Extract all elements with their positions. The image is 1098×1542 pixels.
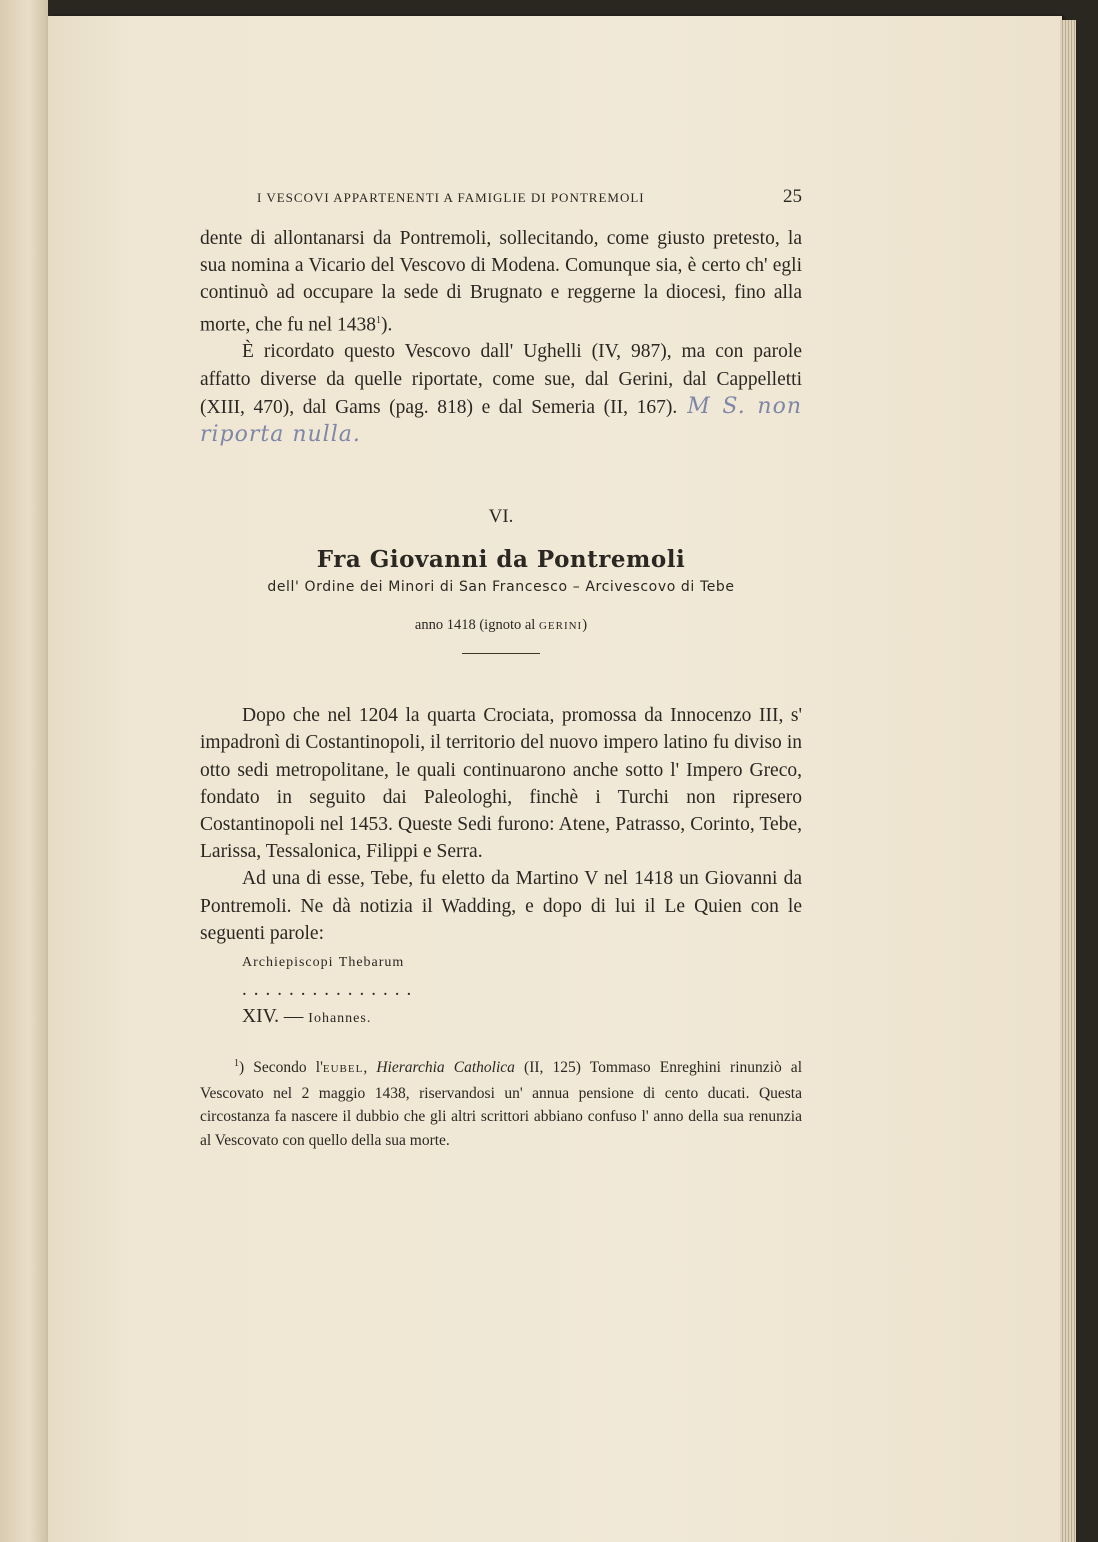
paragraph-1 bbox=[200, 225, 802, 338]
footnote-author: EUBEL bbox=[322, 1063, 364, 1076]
entry-name: Iohannes. bbox=[308, 1010, 372, 1026]
page-number: 25 bbox=[783, 186, 802, 207]
running-head-title: I VESCOVI APPARTENENTI A FAMIGLIE DI PONTREMOLI bbox=[257, 190, 645, 205]
section-title: Fra Giovanni da Pontremoli bbox=[316, 546, 686, 574]
paragraph-4: Ad una di esse, Tebe, fu eletto da Martino V nel 1418 un Giovanni da Pontremoli. Ne dà notizia il Wadding, e dopo di lui il Le Quien con le seguenti parole: bbox=[200, 868, 802, 944]
footnote-text-b: , bbox=[363, 1059, 368, 1077]
section-date-prefix: anno 1418 (ignoto al bbox=[414, 617, 536, 634]
footnote bbox=[200, 1052, 802, 1153]
footnote-text-c: (II, 125) Tommaso Enreghini rinunziò al Vescovato nel 2 maggio 1438, riservandosi un' annua pensione di cento ducati. Questa circostanza fa nascere il dubbio che gli altri scrittori abbiano confuso l' anno della sua renunzia al Vescovato con quello della sua morte. bbox=[200, 1059, 802, 1149]
quote-heading-a: Archiepiscopi bbox=[242, 954, 334, 970]
section-date-name: GERINI bbox=[538, 620, 583, 633]
facing-page-edge bbox=[0, 0, 48, 1542]
footnote-work: Hierarchia Catholica bbox=[376, 1059, 515, 1077]
page-content bbox=[200, 186, 802, 1168]
entry-number: XIV. — bbox=[242, 1005, 304, 1027]
section-number: VI. bbox=[488, 506, 514, 528]
section-date-suffix: ) bbox=[582, 617, 588, 634]
handwritten-annotation: M S. non riporta nulla. bbox=[200, 393, 802, 447]
paragraph-1-end: ). bbox=[381, 314, 393, 336]
section-date bbox=[200, 617, 802, 634]
entry-line bbox=[242, 1003, 802, 1032]
section-subtitle: dell' Ordine dei Minori di San Francesco – Arcivescovo di Tebe bbox=[267, 579, 735, 596]
paragraph-2-text: È ricordato questo Vescovo dall' Ughelli (IV, 987), ma con parole affatto diverse da quelle riportate, come sue, dal Gerini, dal Cappelletti (XIII, 470), dal Gams (pag. 818) e dal Semeria (II, 167). bbox=[200, 341, 802, 418]
running-head bbox=[257, 186, 802, 208]
ellipsis-line: ............... bbox=[242, 978, 419, 1000]
section-rule bbox=[462, 653, 540, 654]
footnote-marker: 1 bbox=[234, 1057, 239, 1069]
footnote-ref: 1 bbox=[376, 314, 381, 326]
paragraph-3: Dopo che nel 1204 la quarta Crociata, promossa da Innocenzo III, s' impadronì di Costantinopoli, il territorio del nuovo impero latino fu diviso in otto sedi metropolitane, le quali continuarono anche sotto l' Impero Greco, fondato in seguito dai Paleologhi, finchè i Turchi non ripresero Costantinopoli nel 1453. Queste Sedi furono: Atene, Patrasso, Corinto, Tebe, Larissa, Tessalonica, Filippi e Serra. bbox=[200, 705, 802, 863]
quote-heading bbox=[242, 947, 802, 976]
paragraph-2 bbox=[200, 338, 802, 449]
footnote-text-a: ) Secondo l' bbox=[239, 1059, 323, 1077]
paragraph-1-text: dente di allontanarsi da Pontremoli, sollecitando, come giusto pretesto, la sua nomina a Vicario del Vescovo di Modena. Comunque sia, è certo ch' egli continuò ad occupare la sede di Brugnato e reggerne la diocesi, fino alla morte, che fu nel 1438 bbox=[200, 228, 802, 336]
quote-heading-b: Thebarum bbox=[338, 954, 405, 970]
page-stack-edge bbox=[1060, 20, 1076, 1542]
